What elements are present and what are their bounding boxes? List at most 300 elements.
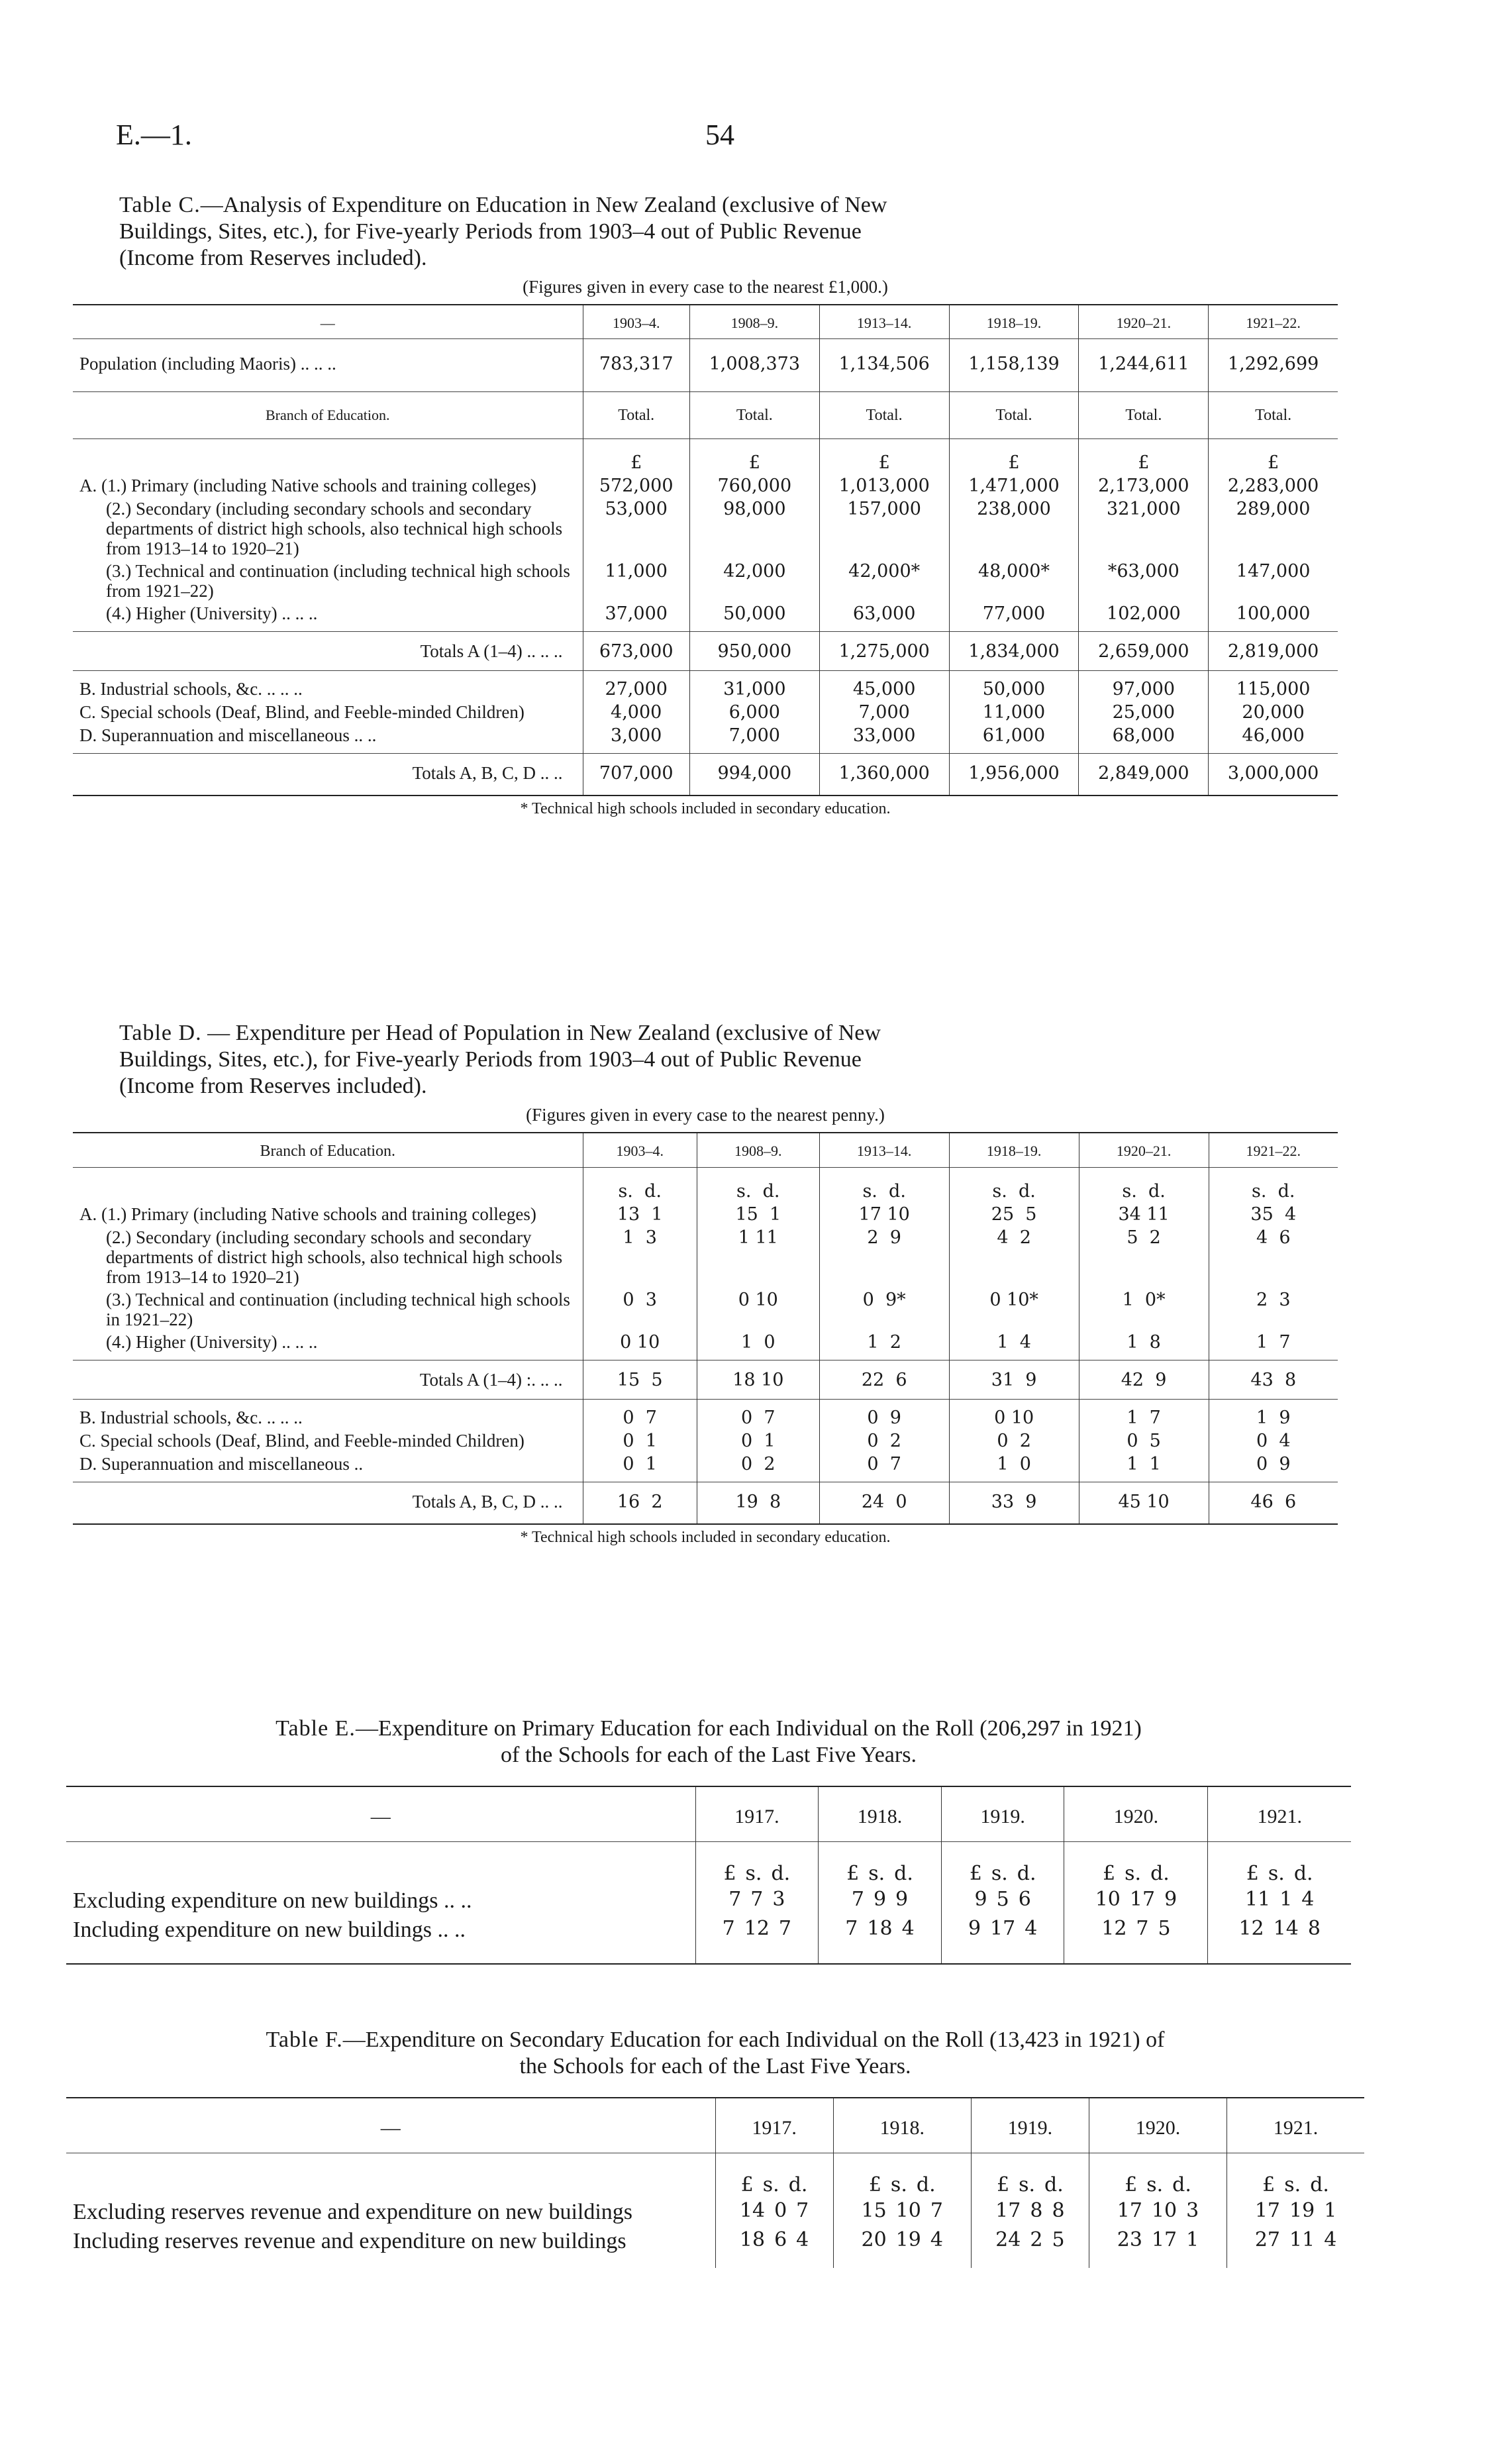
table-row xyxy=(73,701,1338,724)
pence: 1 xyxy=(1186,2228,1199,2251)
cell: 0 2 xyxy=(697,1453,819,1482)
unit-symbol: £ xyxy=(1079,439,1209,475)
unit-shilling: s. xyxy=(1019,2173,1035,2196)
table-c-note: (Figures given in every case to the nearest £1,000.) xyxy=(523,277,888,297)
year-header: 1913–14. xyxy=(819,1133,949,1168)
table-row xyxy=(66,1916,1351,1964)
shillings: 7 xyxy=(750,1888,764,1911)
cell: 0 4 xyxy=(1209,1429,1338,1453)
money-cell xyxy=(833,2198,971,2227)
table-row xyxy=(73,602,1338,632)
table-d-footnote: * Technical high schools included in secondary education. xyxy=(520,1529,891,1546)
cell: 157,000 xyxy=(819,497,949,560)
total-header: Total. xyxy=(689,392,819,439)
row-label: D. Superannuation and miscellaneous .. xyxy=(79,1454,364,1474)
pounds: 9 xyxy=(968,1917,981,1940)
money-cell xyxy=(1227,2198,1364,2227)
totals-all-label: Totals A, B, C, D .. .. xyxy=(412,763,563,783)
unit-shilling: s. xyxy=(745,1862,762,1885)
unit-pence: d. xyxy=(894,1862,913,1885)
pounds: 9 xyxy=(974,1888,987,1911)
shillings: 19 xyxy=(895,2228,921,2251)
unit-pound: £ xyxy=(1103,1862,1116,1885)
pence: 3 xyxy=(1186,2199,1199,2222)
unit-row xyxy=(66,1842,1351,1887)
pounds: 17 xyxy=(1254,2199,1280,2222)
pence: 8 xyxy=(1307,1917,1321,1940)
totals-a-label: Totals A (1–4) .. .. .. xyxy=(420,641,563,661)
unit-symbol: £ xyxy=(583,439,689,475)
cell: 37,000 xyxy=(583,602,689,632)
population-value: 1,134,506 xyxy=(819,339,949,392)
population-value: 783,317 xyxy=(583,339,689,392)
unit-shilling: s. xyxy=(991,1862,1008,1885)
year-header: 1919. xyxy=(971,2098,1089,2153)
cell: 0 10 xyxy=(697,1288,819,1331)
pounds: 14 xyxy=(739,2199,766,2222)
population-value: 1,008,373 xyxy=(689,339,819,392)
cell: 2,819,000 xyxy=(1209,632,1338,671)
table-row xyxy=(73,474,1338,497)
table-e-header xyxy=(66,1786,1351,1842)
year-header: 1920–21. xyxy=(1079,305,1209,339)
total-header: Total. xyxy=(819,392,949,439)
cell: 1,471,000 xyxy=(949,474,1079,497)
shillings: 6 xyxy=(774,2228,787,2251)
unit-pence: d. xyxy=(1044,2173,1064,2196)
year-header: 1908–9. xyxy=(697,1133,819,1168)
cell: *63,000 xyxy=(1079,560,1209,602)
cell: 46,000 xyxy=(1209,724,1338,754)
pence: 9 xyxy=(1164,1888,1177,1911)
table-e-title-line2: of the Schools for each of the Last Five Years. xyxy=(501,1743,917,1767)
table-f xyxy=(66,2027,1364,2268)
year-header: 1903–4. xyxy=(583,305,689,339)
year-header: 1920–21. xyxy=(1079,1133,1209,1168)
pounds: 10 xyxy=(1095,1888,1121,1911)
shillings: 1 xyxy=(1279,1888,1293,1911)
cell: 0 10 xyxy=(583,1331,697,1360)
cell: 321,000 xyxy=(1079,497,1209,560)
cell: 1,013,000 xyxy=(819,474,949,497)
table-d-grid xyxy=(73,1132,1338,1525)
money-cell xyxy=(1064,1886,1208,1916)
totals-a-label: Totals A (1–4) :. .. .. xyxy=(419,1370,563,1390)
unit-row xyxy=(73,439,1338,475)
unit-pence: d. xyxy=(1172,2173,1191,2196)
unit-symbol: £ xyxy=(1209,439,1338,475)
total-header: Total. xyxy=(949,392,1079,439)
cell: 0 9 xyxy=(819,1400,949,1430)
cell: 18 10 xyxy=(697,1360,819,1400)
table-c-corner: — xyxy=(320,315,335,331)
pence: 7 xyxy=(796,2199,809,2222)
cell: 238,000 xyxy=(949,497,1079,560)
shillings: 0 xyxy=(774,2199,787,2222)
unit-pound: £ xyxy=(969,1862,982,1885)
cell: 24 0 xyxy=(819,1482,949,1525)
table-c-title-line2: Buildings, Sites, etc.), for Five-yearly Periods from 1903–4 out of Public Revenue xyxy=(119,219,862,244)
unit-cell xyxy=(971,2153,1089,2198)
cell: 33,000 xyxy=(819,724,949,754)
table-f-header xyxy=(66,2098,1364,2153)
table-e xyxy=(66,1716,1351,1965)
unit-cell xyxy=(1089,2153,1227,2198)
cell: 27,000 xyxy=(583,671,689,701)
cell: 0 10* xyxy=(949,1288,1079,1331)
money-cell xyxy=(819,1916,942,1964)
money-cell xyxy=(695,1886,819,1916)
unit-pence: d. xyxy=(1310,2173,1329,2196)
unit-cell xyxy=(1208,1842,1351,1887)
cell: 11,000 xyxy=(949,701,1079,724)
cell: 31,000 xyxy=(689,671,819,701)
cell: 20,000 xyxy=(1209,701,1338,724)
money-cell xyxy=(1227,2227,1364,2268)
pounds: 18 xyxy=(739,2228,766,2251)
unit-pence: d. xyxy=(1150,1862,1170,1885)
cell: 1 7 xyxy=(1209,1331,1338,1360)
pounds: 7 xyxy=(845,1917,858,1940)
report-reference: E.—1. xyxy=(116,119,192,151)
cell: 98,000 xyxy=(689,497,819,560)
unit-symbol: s. d. xyxy=(819,1168,949,1204)
year-header: 1917. xyxy=(695,1786,819,1842)
table-row xyxy=(73,1288,1338,1331)
row-label: D. Superannuation and miscellaneous .. .. xyxy=(79,725,377,745)
cell: 950,000 xyxy=(689,632,819,671)
unit-pound: £ xyxy=(1262,2173,1276,2196)
row-label: (3.) Technical and continuation (including technical high schools from 1921–22) xyxy=(106,561,570,601)
cell: 4,000 xyxy=(583,701,689,724)
shillings: 17 xyxy=(990,1917,1016,1940)
population-value: 1,244,611 xyxy=(1079,339,1209,392)
cell: 1 3 xyxy=(583,1226,697,1288)
unit-pound: £ xyxy=(996,2173,1010,2196)
cell: 2,173,000 xyxy=(1079,474,1209,497)
row-label: C. Special schools (Deaf, Blind, and Feeble-minded Children) xyxy=(79,1431,525,1451)
unit-pence: d. xyxy=(771,1862,791,1885)
pounds: 23 xyxy=(1117,2228,1142,2251)
shillings: 10 xyxy=(1151,2199,1177,2222)
money-cell xyxy=(971,2198,1089,2227)
pence: 5 xyxy=(1158,1917,1171,1940)
table-row xyxy=(73,1429,1338,1453)
unit-shilling: s. xyxy=(868,1862,885,1885)
shillings: 19 xyxy=(1289,2199,1315,2222)
cell: 1 4 xyxy=(949,1331,1079,1360)
shillings: 12 xyxy=(744,1917,770,1940)
pounds: 7 xyxy=(851,1888,864,1911)
unit-pound: £ xyxy=(868,2173,881,2196)
pounds: 27 xyxy=(1254,2228,1280,2251)
shillings: 11 xyxy=(1289,2228,1315,2251)
cell: 0 1 xyxy=(583,1453,697,1482)
unit-cell xyxy=(715,2153,833,2198)
cell: 43 8 xyxy=(1209,1360,1338,1400)
cell: 7,000 xyxy=(819,701,949,724)
cell: 1 0 xyxy=(949,1453,1079,1482)
cell: 50,000 xyxy=(949,671,1079,701)
unit-row xyxy=(66,2153,1364,2198)
cell: 25,000 xyxy=(1079,701,1209,724)
year-header: 1921. xyxy=(1227,2098,1364,2153)
money-cell xyxy=(1208,1886,1351,1916)
row-label: B. Industrial schools, &c. .. .. .. xyxy=(79,679,303,699)
pence: 4 xyxy=(796,2228,809,2251)
table-f-caption xyxy=(66,2027,1364,2080)
shillings: 2 xyxy=(1030,2228,1043,2251)
cell: 48,000* xyxy=(949,560,1079,602)
unit-pound: £ xyxy=(1246,1862,1259,1885)
cell: 15 1 xyxy=(697,1203,819,1226)
cell: 673,000 xyxy=(583,632,689,671)
unit-symbol: s. d. xyxy=(1209,1168,1338,1204)
cell: 2,849,000 xyxy=(1079,754,1209,796)
cell: 0 2 xyxy=(949,1429,1079,1453)
table-e-grid xyxy=(66,1786,1351,1965)
table-f-corner: — xyxy=(380,2117,401,2139)
cell: 42 9 xyxy=(1079,1360,1209,1400)
totals-all-row xyxy=(73,1482,1338,1525)
table-row xyxy=(66,2227,1364,2268)
table-c-footnote: * Technical high schools included in secondary education. xyxy=(520,800,891,817)
total-header: Total. xyxy=(583,392,689,439)
cell: 97,000 xyxy=(1079,671,1209,701)
unit-symbol: s. d. xyxy=(949,1168,1079,1204)
unit-cell xyxy=(1227,2153,1364,2198)
unit-symbol: s. d. xyxy=(697,1168,819,1204)
cell: 2 3 xyxy=(1209,1288,1338,1331)
branch-header: Branch of Education. xyxy=(265,407,390,423)
table-c-branch-header xyxy=(73,392,1338,439)
unit-pence: d. xyxy=(788,2173,808,2196)
pence: 4 xyxy=(901,1917,915,1940)
shillings: 8 xyxy=(1030,2199,1043,2222)
cell: 100,000 xyxy=(1209,602,1338,632)
table-row xyxy=(73,1226,1338,1288)
pounds: 20 xyxy=(861,2228,887,2251)
shillings: 7 xyxy=(1136,1917,1149,1940)
cell: 68,000 xyxy=(1079,724,1209,754)
cell: 13 1 xyxy=(583,1203,697,1226)
row-label: Excluding expenditure on new buildings .. .. xyxy=(73,1888,472,1913)
cell: 53,000 xyxy=(583,497,689,560)
row-label: Including expenditure on new buildings .. .. xyxy=(73,1918,466,1942)
table-row xyxy=(73,724,1338,754)
cell: 0 10 xyxy=(949,1400,1079,1430)
cell: 25 5 xyxy=(949,1203,1079,1226)
cell: 1 1 xyxy=(1079,1453,1209,1482)
cell: 33 9 xyxy=(949,1482,1079,1525)
population-value: 1,158,139 xyxy=(949,339,1079,392)
table-row xyxy=(73,1453,1338,1482)
cell: 1 0 xyxy=(697,1331,819,1360)
cell: 1 11 xyxy=(697,1226,819,1288)
cell: 17 10 xyxy=(819,1203,949,1226)
cell: 45 10 xyxy=(1079,1482,1209,1525)
pence: 4 xyxy=(1301,1888,1315,1911)
cell: 2 9 xyxy=(819,1226,949,1288)
pence: 4 xyxy=(1324,2228,1337,2251)
pounds: 17 xyxy=(995,2199,1021,2222)
table-d-caption xyxy=(73,1020,1338,1100)
money-cell xyxy=(1208,1916,1351,1964)
unit-cell xyxy=(1064,1842,1208,1887)
cell: 0 5 xyxy=(1079,1429,1209,1453)
table-d-note: (Figures given in every case to the nearest penny.) xyxy=(526,1105,885,1125)
cell: 0 1 xyxy=(583,1429,697,1453)
population-row xyxy=(73,339,1338,392)
row-label: (3.) Technical and continuation (including technical high schools in 1921–22) xyxy=(106,1290,570,1329)
cell: 1,956,000 xyxy=(949,754,1079,796)
unit-cell xyxy=(695,1842,819,1887)
cell: 7,000 xyxy=(689,724,819,754)
unit-symbol: £ xyxy=(819,439,949,475)
row-label: A. (1.) Primary (including Native schools and training colleges) xyxy=(79,1204,536,1224)
unit-row xyxy=(73,1168,1338,1204)
population-label: Population (including Maoris) .. .. .. xyxy=(79,354,336,374)
cell: 34 11 xyxy=(1079,1203,1209,1226)
unit-pound: £ xyxy=(723,1862,736,1885)
unit-symbol: £ xyxy=(689,439,819,475)
shillings: 17 xyxy=(1151,2228,1177,2251)
pounds: 24 xyxy=(995,2228,1021,2251)
pence: 5 xyxy=(1052,2228,1065,2251)
unit-cell xyxy=(941,1842,1064,1887)
cell: 16 2 xyxy=(583,1482,697,1525)
cell: 3,000 xyxy=(583,724,689,754)
cell: 61,000 xyxy=(949,724,1079,754)
table-d xyxy=(73,1020,1338,1547)
table-row xyxy=(66,2198,1364,2227)
table-c-title-line1: —Analysis of Expenditure on Education in New Zealand (exclusive of New xyxy=(200,193,887,217)
pounds: 7 xyxy=(722,1917,735,1940)
branch-header: Branch of Education. xyxy=(260,1143,396,1160)
pounds: 7 xyxy=(728,1888,742,1911)
cell: 42,000 xyxy=(689,560,819,602)
population-value: 1,292,699 xyxy=(1209,339,1338,392)
cell: 11,000 xyxy=(583,560,689,602)
cell: 147,000 xyxy=(1209,560,1338,602)
cell: 1,275,000 xyxy=(819,632,949,671)
year-header: 1917. xyxy=(715,2098,833,2153)
table-e-caption xyxy=(66,1716,1351,1769)
cell: 0 7 xyxy=(697,1400,819,1430)
pounds: 15 xyxy=(861,2199,887,2222)
pence: 3 xyxy=(772,1888,785,1911)
pence: 6 xyxy=(1018,1888,1031,1911)
pounds: 12 xyxy=(1101,1917,1127,1940)
cell: 0 9 xyxy=(1209,1453,1338,1482)
cell: 22 6 xyxy=(819,1360,949,1400)
cell: 46 6 xyxy=(1209,1482,1338,1525)
year-header: 1921–22. xyxy=(1209,305,1338,339)
money-cell xyxy=(941,1916,1064,1964)
cell: 994,000 xyxy=(689,754,819,796)
unit-shilling: s. xyxy=(890,2173,907,2196)
cell: 0 3 xyxy=(583,1288,697,1331)
cell: 5 2 xyxy=(1079,1226,1209,1288)
money-cell xyxy=(715,2198,833,2227)
table-d-label: Table D. xyxy=(119,1021,202,1045)
pounds: 17 xyxy=(1117,2199,1142,2222)
pounds: 12 xyxy=(1238,1917,1264,1940)
cell: 15 5 xyxy=(583,1360,697,1400)
unit-shilling: s. xyxy=(1268,1862,1285,1885)
cell: 0 7 xyxy=(583,1400,697,1430)
cell: 1 2 xyxy=(819,1331,949,1360)
cell: 1 7 xyxy=(1079,1400,1209,1430)
shillings: 5 xyxy=(996,1888,1009,1911)
cell: 6,000 xyxy=(689,701,819,724)
year-header: 1918–19. xyxy=(949,305,1079,339)
cell: 1 9 xyxy=(1209,1400,1338,1430)
total-header: Total. xyxy=(1079,392,1209,439)
table-c-caption xyxy=(73,192,1338,272)
year-header: 1919. xyxy=(941,1786,1064,1842)
cell: 707,000 xyxy=(583,754,689,796)
table-row xyxy=(73,560,1338,602)
cell: 0 1 xyxy=(697,1429,819,1453)
pence: 4 xyxy=(930,2228,943,2251)
money-cell xyxy=(715,2227,833,2268)
unit-cell xyxy=(833,2153,971,2198)
table-row xyxy=(66,1886,1351,1916)
cell: 289,000 xyxy=(1209,497,1338,560)
money-cell xyxy=(941,1886,1064,1916)
pence: 7 xyxy=(778,1917,792,1940)
row-label: A. (1.) Primary (including Native schools and training colleges) xyxy=(79,476,536,495)
table-e-title-line1: —Expenditure on Primary Education for each Individual on the Roll (206,297 in 1921) xyxy=(355,1716,1142,1741)
table-row xyxy=(73,1331,1338,1360)
row-label: B. Industrial schools, &c. .. .. .. xyxy=(79,1408,303,1427)
cell: 45,000 xyxy=(819,671,949,701)
pence: 4 xyxy=(1025,1917,1038,1940)
unit-pence: d. xyxy=(916,2173,936,2196)
row-label: (4.) Higher (University) .. .. .. xyxy=(106,603,318,623)
money-cell xyxy=(695,1916,819,1964)
table-e-label: Table E. xyxy=(275,1716,356,1741)
year-header: 1913–14. xyxy=(819,305,949,339)
table-d-title-line1: — Expenditure per Head of Population in New Zealand (exclusive of New xyxy=(201,1021,881,1045)
year-header: 1918. xyxy=(833,2098,971,2153)
total-header: Total. xyxy=(1209,392,1338,439)
money-cell xyxy=(819,1886,942,1916)
unit-symbol: s. d. xyxy=(1079,1168,1209,1204)
money-cell xyxy=(971,2227,1089,2268)
table-c-grid xyxy=(73,304,1338,796)
cell: 35 4 xyxy=(1209,1203,1338,1226)
cell: 77,000 xyxy=(949,602,1079,632)
year-header: 1918–19. xyxy=(949,1133,1079,1168)
unit-pence: d. xyxy=(1017,1862,1036,1885)
table-row xyxy=(73,1203,1338,1226)
cell: 1 0* xyxy=(1079,1288,1209,1331)
cell: 19 8 xyxy=(697,1482,819,1525)
unit-shilling: s. xyxy=(1125,1862,1142,1885)
table-f-label: Table F. xyxy=(266,2028,343,2052)
cell: 4 2 xyxy=(949,1226,1079,1288)
shillings: 14 xyxy=(1273,1917,1299,1940)
shillings: 18 xyxy=(867,1917,893,1940)
cell: 760,000 xyxy=(689,474,819,497)
shillings: 9 xyxy=(873,1888,887,1911)
cell: 0 9* xyxy=(819,1288,949,1331)
pence: 7 xyxy=(930,2199,943,2222)
unit-pence: d. xyxy=(1293,1862,1313,1885)
cell: 1,834,000 xyxy=(949,632,1079,671)
